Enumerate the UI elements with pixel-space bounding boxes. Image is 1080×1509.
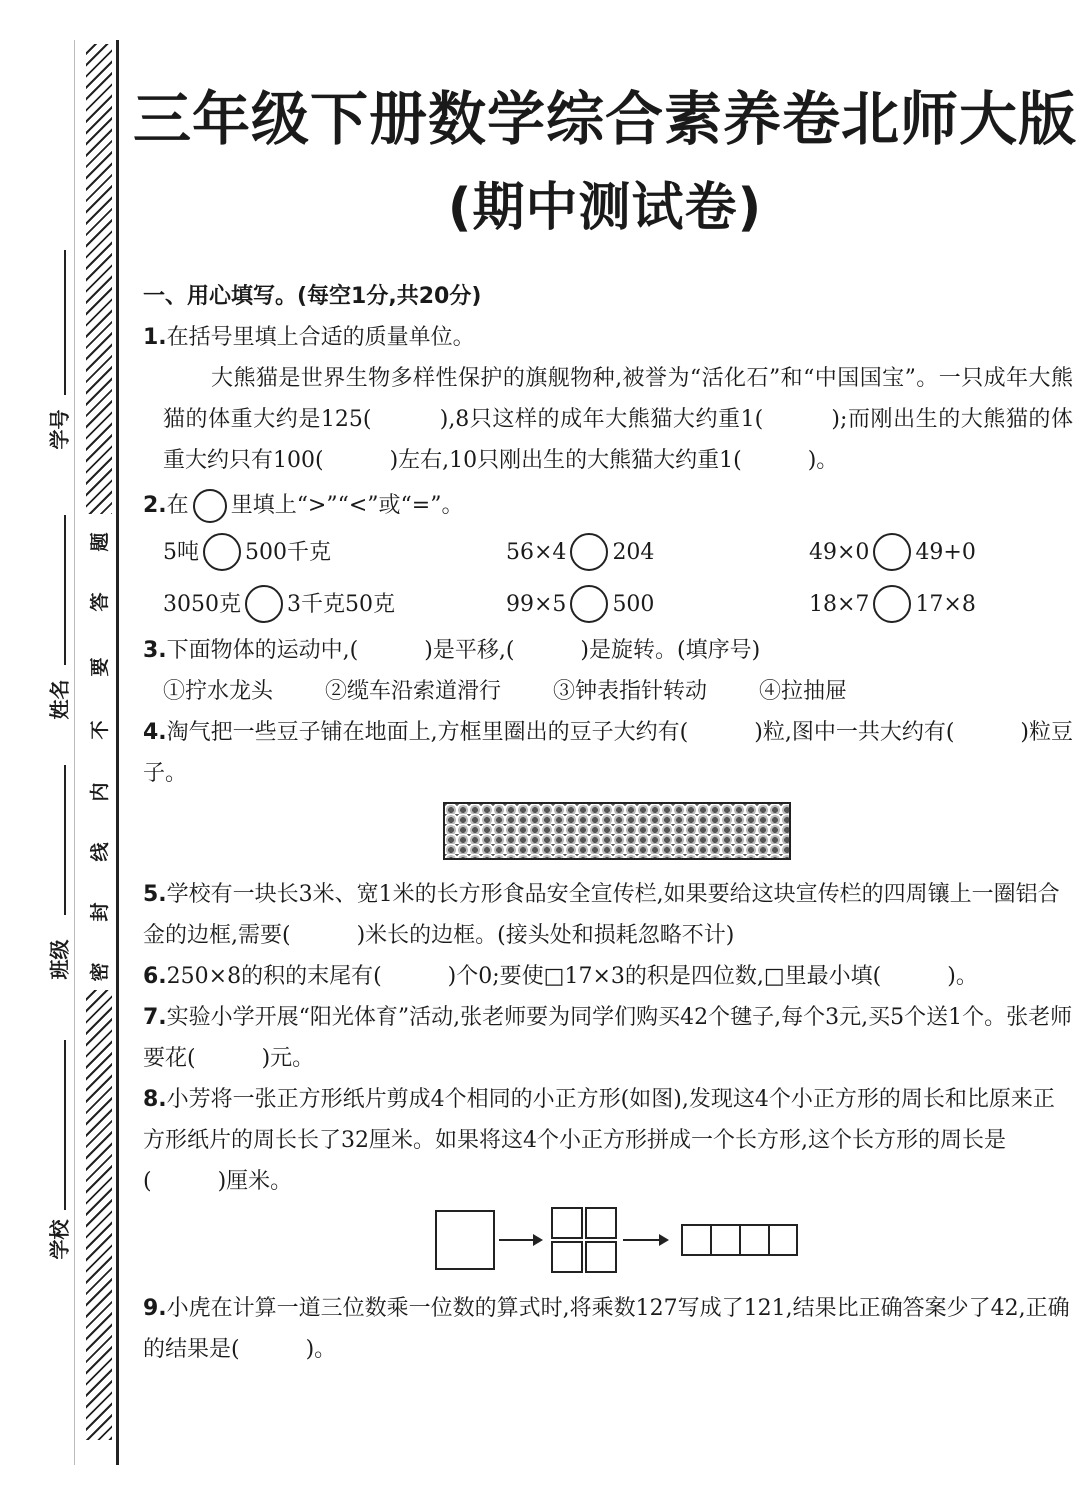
page-title: 三年级下册数学综合素养卷北师大版 [132, 85, 1077, 153]
school-label: 学校 [47, 1219, 72, 1260]
section-heading: 一、用心填写。(每空1分,共20分) [143, 284, 482, 309]
option-item: ②缆车沿索道滑行 [325, 679, 502, 704]
question-9 [143, 1288, 1073, 1370]
squares-figure [143, 1202, 1073, 1288]
answer-circle[interactable] [570, 533, 608, 571]
question-7 [143, 997, 1073, 1079]
question-1 [143, 317, 1073, 358]
seal-char: 要 [88, 655, 112, 679]
class-line [64, 765, 66, 915]
question-text: 在 [166, 493, 189, 518]
compare-right: 17×8 [915, 591, 976, 617]
seal-char: 题 [88, 530, 112, 554]
arrow-right-icon [623, 1239, 667, 1241]
question-text: 250×8的积的末尾有( )个0;要使□17×3的积是四位数,□里最小填( )。 [166, 964, 978, 989]
name-line [64, 515, 66, 665]
answer-circle[interactable] [873, 585, 911, 623]
compare-right: 500千克 [245, 539, 331, 565]
binding-margin [0, 0, 130, 1509]
rectangle-shape [681, 1224, 798, 1256]
question-text: 学校有一块长3米、宽1米的长方形食品安全宣传栏,如果要给这块宣传栏的四周镶上一圈铝合金的边框,需要( )米长的边框。(接头处和损耗忽略不计) [143, 882, 1060, 948]
question-number: 7. [143, 1005, 167, 1030]
question-3 [143, 630, 1073, 671]
question-8 [143, 1079, 1073, 1202]
compare-left: 56×4 [506, 539, 567, 565]
small-square [585, 1241, 617, 1273]
student-id-line [64, 250, 66, 395]
hatch-band [86, 990, 112, 1440]
compare-left: 3050克 [163, 591, 241, 617]
seal-char: 线 [88, 840, 112, 864]
option-item: ③钟表指针转动 [553, 679, 708, 704]
comparison-row [143, 526, 1073, 578]
compare-left: 18×7 [809, 591, 870, 617]
question-6 [143, 956, 1073, 997]
compare-right: 500 [612, 591, 655, 617]
question-number: 8. [143, 1087, 167, 1112]
question-2 [143, 485, 1073, 526]
comparison-item [506, 532, 809, 573]
option-item: ①拧水龙头 [163, 679, 274, 704]
question-4 [143, 712, 1073, 794]
page-subtitle: (期中测试卷) [447, 178, 763, 238]
question-number: 6. [143, 964, 167, 989]
compare-left: 99×5 [506, 591, 567, 617]
compare-left: 5吨 [163, 539, 199, 565]
question-number: 4. [143, 720, 167, 745]
small-square [585, 1207, 617, 1239]
question-text: 在括号里填上合适的质量单位。 [166, 325, 475, 350]
class-label: 班级 [47, 939, 72, 980]
margin-rule [116, 40, 119, 1465]
comparison-item [809, 532, 976, 573]
compare-right: 3千克50克 [287, 591, 395, 617]
answer-circle[interactable] [245, 585, 283, 623]
circle-icon [193, 489, 227, 523]
answer-circle[interactable] [873, 533, 911, 571]
school-line [64, 1040, 66, 1210]
question-number: 5. [143, 882, 167, 907]
compare-right: 204 [612, 539, 655, 565]
comparison-item [506, 584, 809, 625]
small-square [551, 1241, 583, 1273]
small-square [551, 1207, 583, 1239]
seal-char: 不 [88, 718, 112, 742]
question-number: 2. [143, 493, 167, 518]
comparison-item [809, 584, 976, 625]
question-text: 里填上“>”“<”或“=”。 [230, 493, 464, 518]
exam-content [143, 276, 1073, 1370]
comparison-row [143, 578, 1073, 630]
question-text: 下面物体的运动中,( )是平移,( )是旋转。(填序号) [166, 638, 761, 663]
question-text: 小虎在计算一道三位数乘一位数的算式时,将乘数127写成了121,结果比正确答案少了42,正确的结果是( )。 [143, 1296, 1070, 1362]
question-1-paragraph: 大熊猫是世界生物多样性保护的旗舰物种,被誉为“活化石”和“中国国宝”。一只成年大熊猫的体重大约是125( ),8只这样的成年大熊猫大约重1( );而刚出生的大熊猫的体重大约只有100( )左右,10只刚出生的大熊猫大约重1( )。 [163, 366, 1073, 473]
beans-image [443, 802, 791, 860]
margin-rule-thin [74, 40, 75, 1465]
question-number: 9. [143, 1296, 167, 1321]
comparison-item [163, 532, 506, 573]
question-text: 实验小学开展“阳光体育”活动,张老师要为同学们购买42个毽子,每个3元,买5个送1个。张老师要花( )元。 [143, 1005, 1073, 1071]
name-label: 姓名 [47, 679, 72, 720]
comparison-item [163, 584, 506, 625]
compare-right: 49+0 [915, 539, 976, 565]
options-list [143, 671, 1073, 712]
question-5 [143, 874, 1073, 956]
question-text: 淘气把一些豆子铺在地面上,方框里圈出的豆子大约有( )粒,图中一共大约有( )粒豆子。 [143, 720, 1073, 786]
question-text: 小芳将一张正方形纸片剪成4个相同的小正方形(如图),发现这4个小正方形的周长和比原来正方形纸片的周长长了32厘米。如果将这4个小正方形拼成一个长方形,这个长方形的周长是( )厘米。 [143, 1087, 1055, 1194]
beans-figure [143, 794, 1073, 874]
answer-circle[interactable] [570, 585, 608, 623]
student-id-label: 学号 [47, 409, 72, 450]
seal-char: 密 [88, 960, 112, 984]
seal-char: 答 [88, 590, 112, 614]
seal-char: 内 [88, 780, 112, 804]
hatch-band [86, 44, 112, 514]
compare-left: 49×0 [809, 539, 870, 565]
seal-char: 封 [88, 900, 112, 924]
answer-circle[interactable] [203, 533, 241, 571]
question-number: 1. [143, 325, 167, 350]
square-shape [435, 1210, 495, 1270]
question-number: 3. [143, 638, 167, 663]
arrow-right-icon [499, 1239, 541, 1241]
option-item: ④拉抽屉 [759, 679, 848, 704]
